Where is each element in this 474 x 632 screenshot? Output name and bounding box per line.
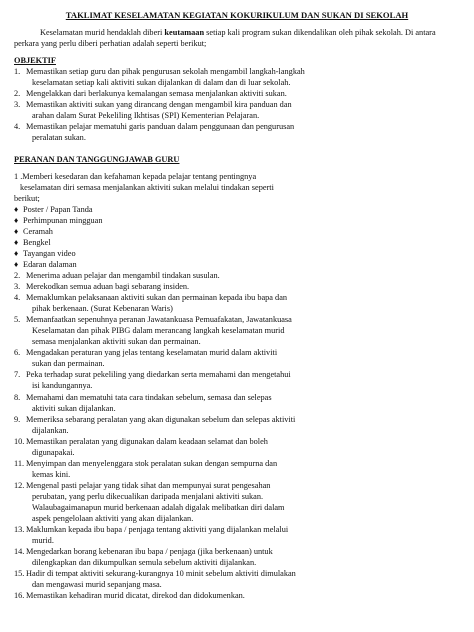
peranan-item xyxy=(14,546,460,568)
diamond-bullet-icon: ♦ xyxy=(14,204,19,214)
objektif-item xyxy=(14,99,460,121)
objektif-item-line: Memastikan aktiviti sukan yang dirancang dengan mengambil kira panduan dan xyxy=(26,100,292,110)
peranan-item-line: Mengenal pasti pelajar yang tidak sihat dan mempunyai surat pengesahan xyxy=(26,480,271,490)
peranan-item-number: 15. xyxy=(14,569,25,579)
peranan-item-number: 7. xyxy=(14,370,21,380)
peranan-item xyxy=(14,270,460,281)
bullet-list xyxy=(14,204,460,270)
bullet-text: Edaran dalaman xyxy=(23,259,77,269)
peranan-intro-line-3: berikut; xyxy=(14,193,40,203)
peranan-item-line: Mengedarkan borang kebenaran ibu bapa / penjaga (jika berkenaan) untuk xyxy=(26,547,273,557)
peranan-item-line: semasa menjalankan aktiviti sukan dan permainan. xyxy=(32,337,201,347)
peranan-item-line: Maklumkan kepada ibu bapa / penjaga tentang aktiviti yang dijalankan melalui xyxy=(26,525,289,535)
peranan-item-number: 5. xyxy=(14,315,21,325)
peranan-item-number: 10. xyxy=(14,436,25,446)
peranan-item-line: Memanfaatkan sepenuhnya peranan Jawatankuasa Pemuafakatan, Jawatankuasa xyxy=(26,315,292,325)
peranan-heading-text: PERANAN DAN TANGGUNGJAWAB GURU xyxy=(14,154,180,164)
objektif-item-line: Mengelakkan dari berlakunya kemalangan semasa menjalankan aktiviti sukan. xyxy=(26,89,287,99)
peranan-item-line: Memastikan peralatan yang digunakan dalam keadaan selamat dan boleh xyxy=(26,436,268,446)
peranan-item-line: kemas kini. xyxy=(32,469,71,479)
bullet-item xyxy=(14,204,460,215)
peranan-item-number: 16. xyxy=(14,591,25,601)
peranan-item-number: 3. xyxy=(14,282,21,292)
peranan-item-line: pihak berkenaan. (Surat Kebenaran Waris) xyxy=(32,304,173,314)
bullet-text: Poster / Papan Tanda xyxy=(23,204,93,214)
objektif-item-line: peralatan sukan. xyxy=(32,133,86,143)
bullet-text: Ceramah xyxy=(23,226,53,236)
diamond-bullet-icon: ♦ xyxy=(14,237,19,247)
peranan-intro-number: 1 xyxy=(14,171,19,181)
peranan-item-line: sukan dan permainan. xyxy=(32,359,105,369)
peranan-item-line: Menyimpan dan menyelenggara stok peralatan sukan dengan sempurna dan xyxy=(26,458,278,468)
peranan-item-line: perubatan, yang perlu dikecualikan daripada menjalani aktiviti sukan. xyxy=(32,491,264,501)
peranan-item-number: 9. xyxy=(14,414,21,424)
objektif-item xyxy=(14,88,460,99)
peranan-intro xyxy=(14,171,460,204)
peranan-item-number: 11. xyxy=(14,458,25,468)
peranan-item-number: 12. xyxy=(14,480,25,490)
peranan-item-line: Peka terhadap surat pekeliling yang diedarkan serta memahami dan mengetahui xyxy=(26,370,291,380)
peranan-item-line: Hadir di tempat aktiviti sekurang-kurangnya 10 minit sebelum aktiviti dimulakan xyxy=(26,569,296,579)
intro-text-before: Keselamatan murid hendaklah diberi xyxy=(40,28,165,38)
objektif-item-number: 3. xyxy=(14,100,21,110)
peranan-item-number: 14. xyxy=(14,547,25,557)
peranan-item-line: aktiviti sukan dijalankan. xyxy=(32,403,116,413)
peranan-item xyxy=(14,292,460,314)
bullet-text: Bengkel xyxy=(23,237,51,247)
peranan-item-line: Memastikan kehadiran murid dicatat, direkod dan didokumenkan. xyxy=(26,591,245,601)
diamond-bullet-icon: ♦ xyxy=(14,248,19,258)
peranan-item xyxy=(14,314,460,347)
peranan-item xyxy=(14,568,460,590)
peranan-item-line: murid. xyxy=(32,536,54,546)
peranan-item xyxy=(14,281,460,292)
diamond-bullet-icon: ♦ xyxy=(14,259,19,269)
diamond-bullet-icon: ♦ xyxy=(14,226,19,236)
peranan-item-line: dilengkapkan dan dikumpulkan semula sebelum aktiviti dijalankan. xyxy=(32,558,257,568)
bullet-item xyxy=(14,237,460,248)
objektif-item-line: arahan dalam Surat Pekeliling Ikhtisas (SPI) Kementerian Pelajaran. xyxy=(32,111,260,121)
peranan-item xyxy=(14,480,460,524)
peranan-item-number: 13. xyxy=(14,525,25,535)
peranan-item-line: Memahami dan mematuhi tata cara tindakan sebelum, semasa dan selepas xyxy=(26,392,272,402)
bullet-item xyxy=(14,259,460,270)
peranan-item-line: dijalankan. xyxy=(32,425,69,435)
objektif-item xyxy=(14,66,460,88)
peranan-item-line: dan mengawasi murid sepanjang masa. xyxy=(32,580,162,590)
objektif-item-line: Memastikan pelajar mematuhi garis panduan dalam penggunaan dan pengurusan xyxy=(26,122,295,132)
peranan-intro-line-1 xyxy=(14,171,460,182)
peranan-item-line: digunapakai. xyxy=(32,447,75,457)
objektif-heading: OBJEKTIF xyxy=(14,56,56,66)
peranan-item-line: Memaklumkan pelaksanaan aktiviti sukan dan permainan kepada ibu bapa dan xyxy=(26,293,288,303)
peranan-item-line: isi kandungannya. xyxy=(32,381,93,391)
peranan-item-line: Menerima aduan pelajar dan mengambil tindakan susulan. xyxy=(26,270,220,280)
peranan-intro-line-2: keselamatan diri semasa menjalankan aktiviti sukan melalui tindakan seperti xyxy=(20,182,274,192)
bullet-text: Perhimpunan mingguan xyxy=(23,215,103,225)
objektif-item-line: keselamatan setiap kali aktiviti sukan dijalankan di dalam dan di luar sekolah. xyxy=(32,78,291,88)
diamond-bullet-icon: ♦ xyxy=(14,215,19,225)
peranan-item xyxy=(14,590,460,601)
peranan-item xyxy=(14,414,460,436)
peranan-item-line: Mengadakan peraturan yang jelas tentang keselamatan murid dalam aktiviti xyxy=(26,348,278,358)
peranan-list xyxy=(14,270,460,601)
objektif-item-line: Memastikan setiap guru dan pihak pengurusan sekolah mengambil langkah-langkah xyxy=(26,67,305,77)
peranan-intro-first-line: .Memberi kesedaran dan kefahaman kepada pelajar tentang pentingnya xyxy=(20,171,257,181)
peranan-item-number: 8. xyxy=(14,392,21,402)
objektif-item-number: 1. xyxy=(14,67,21,77)
peranan-item xyxy=(14,458,460,480)
peranan-item xyxy=(14,369,460,391)
objektif-item-number: 2. xyxy=(14,89,21,99)
intro-text-after: setiap kali program sukan dikendalikan oleh pihak sekolah. Di antara perkara yang perlu diberi perhatian adalah seperti berikut; xyxy=(14,28,436,49)
objektif-item-number: 4. xyxy=(14,122,21,132)
objektif-list xyxy=(14,66,460,143)
peranan-item-line: Memeriksa sebarang peralatan yang akan digunakan sebelum dan selepas aktiviti xyxy=(26,414,296,424)
intro-paragraph xyxy=(14,27,460,49)
peranan-item-line: Walaubagaimanapun murid berkenaan adalah digalak melibatkan diri dalam xyxy=(32,502,285,512)
peranan-item-line: aspek pengelolaan aktiviti yang akan dijalankan. xyxy=(32,514,194,524)
peranan-item xyxy=(14,524,460,546)
bullet-text: Tayangan video xyxy=(23,248,76,258)
peranan-item-line: Merekodkan semua aduan bagi sebarang insiden. xyxy=(26,282,190,292)
intro-bold-word: keutamaan xyxy=(164,28,205,38)
objektif-item xyxy=(14,121,460,143)
bullet-item xyxy=(14,215,460,226)
peranan-heading xyxy=(14,154,460,165)
peranan-item-number: 2. xyxy=(14,270,21,280)
peranan-item-line: Keselamatan dan pihak PIBG dalam merancang langkah keselamatan murid xyxy=(32,326,285,336)
peranan-item-number: 6. xyxy=(14,348,21,358)
bullet-item xyxy=(14,248,460,259)
peranan-item xyxy=(14,436,460,458)
peranan-item xyxy=(14,392,460,414)
peranan-item-number: 4. xyxy=(14,293,21,303)
bullet-item xyxy=(14,226,460,237)
peranan-item xyxy=(14,347,460,369)
document-title: TAKLIMAT KESELAMATAN KEGIATAN KOKURIKULUM DAN SUKAN DI SEKOLAH xyxy=(65,10,409,20)
